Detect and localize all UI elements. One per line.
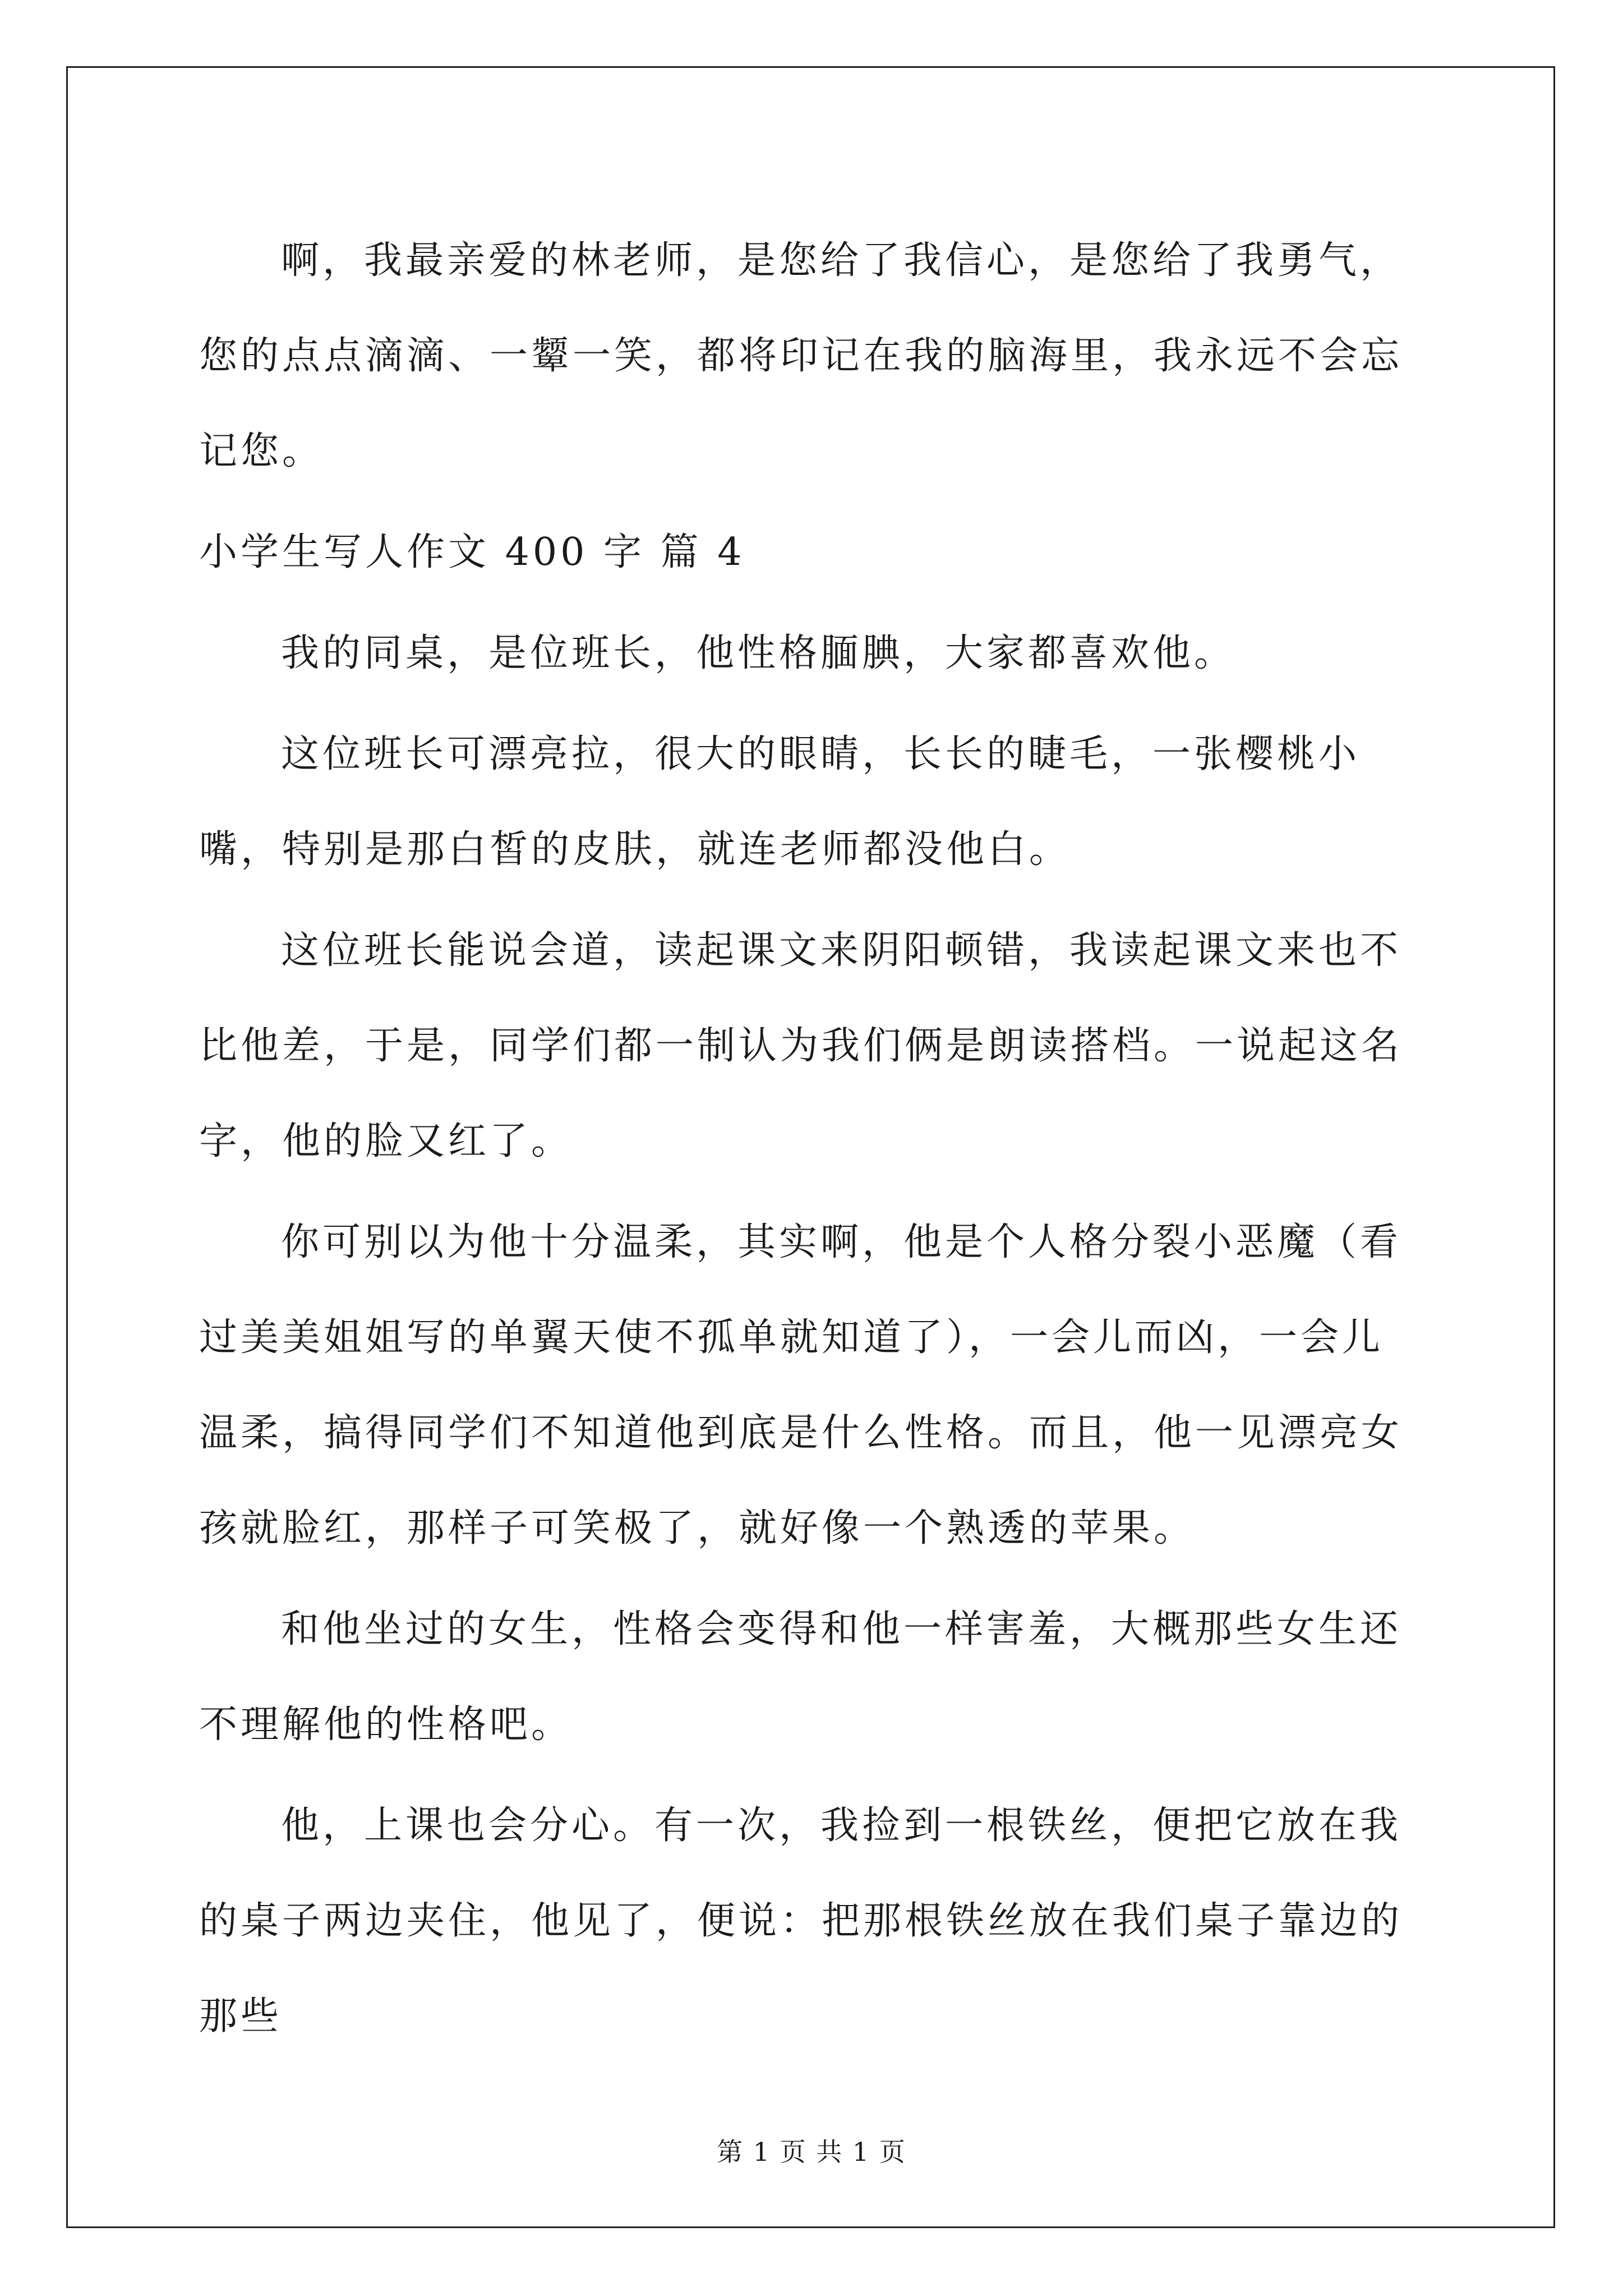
paragraph: 这位班长能说会道，读起课文来阴阳顿错，我读起课文来也不比他差，于是，同学们都一制认为我们俩是朗读搭档。一说起这名字，他的脸又红了。: [199, 928, 1403, 1163]
paragraph: 和他坐过的女生，性格会变得和他一样害羞，大概那些女生还不理解他的性格吧。: [199, 1607, 1402, 1747]
document-body: [199, 213, 1424, 2070]
paragraph: 啊，我最亲爱的林老师，是您给了我信心，是您给了我勇气，您的点点滴滴、一颦一笑，都将印记在我的脑海里，我永远不会忘记您。: [199, 238, 1403, 473]
section-heading: 小学生写人作文 400 字 篇 4: [199, 530, 745, 574]
paragraph: 你可别以为他十分温柔，其实啊，他是个人格分裂小恶魔（看过美美姐姐写的单翼天使不孤单就知道了），一会儿而凶，一会儿温柔，搞得同学们不知道他到底是什么性格。而且，他一见漂亮女孩就脸红，那样子可笑极了，就好像一个熟透的苹果。: [199, 1220, 1403, 1550]
paragraph: 这位班长可漂亮拉，很大的眼睛，长长的睫毛，一张樱桃小嘴，特别是那白皙的皮肤，就连老师都没他白。: [199, 732, 1361, 872]
paragraph: 我的同桌，是位班长，他性格腼腆，大家都喜欢他。: [281, 631, 1236, 675]
page-footer: 第 1 页 共 1 页: [717, 2137, 906, 2167]
paragraph: 他，上课也会分心。有一次，我捡到一根铁丝，便把它放在我的桌子两边夹住，他见了，便说：把那根铁丝放在我们桌子靠边的那些: [199, 1803, 1403, 2039]
